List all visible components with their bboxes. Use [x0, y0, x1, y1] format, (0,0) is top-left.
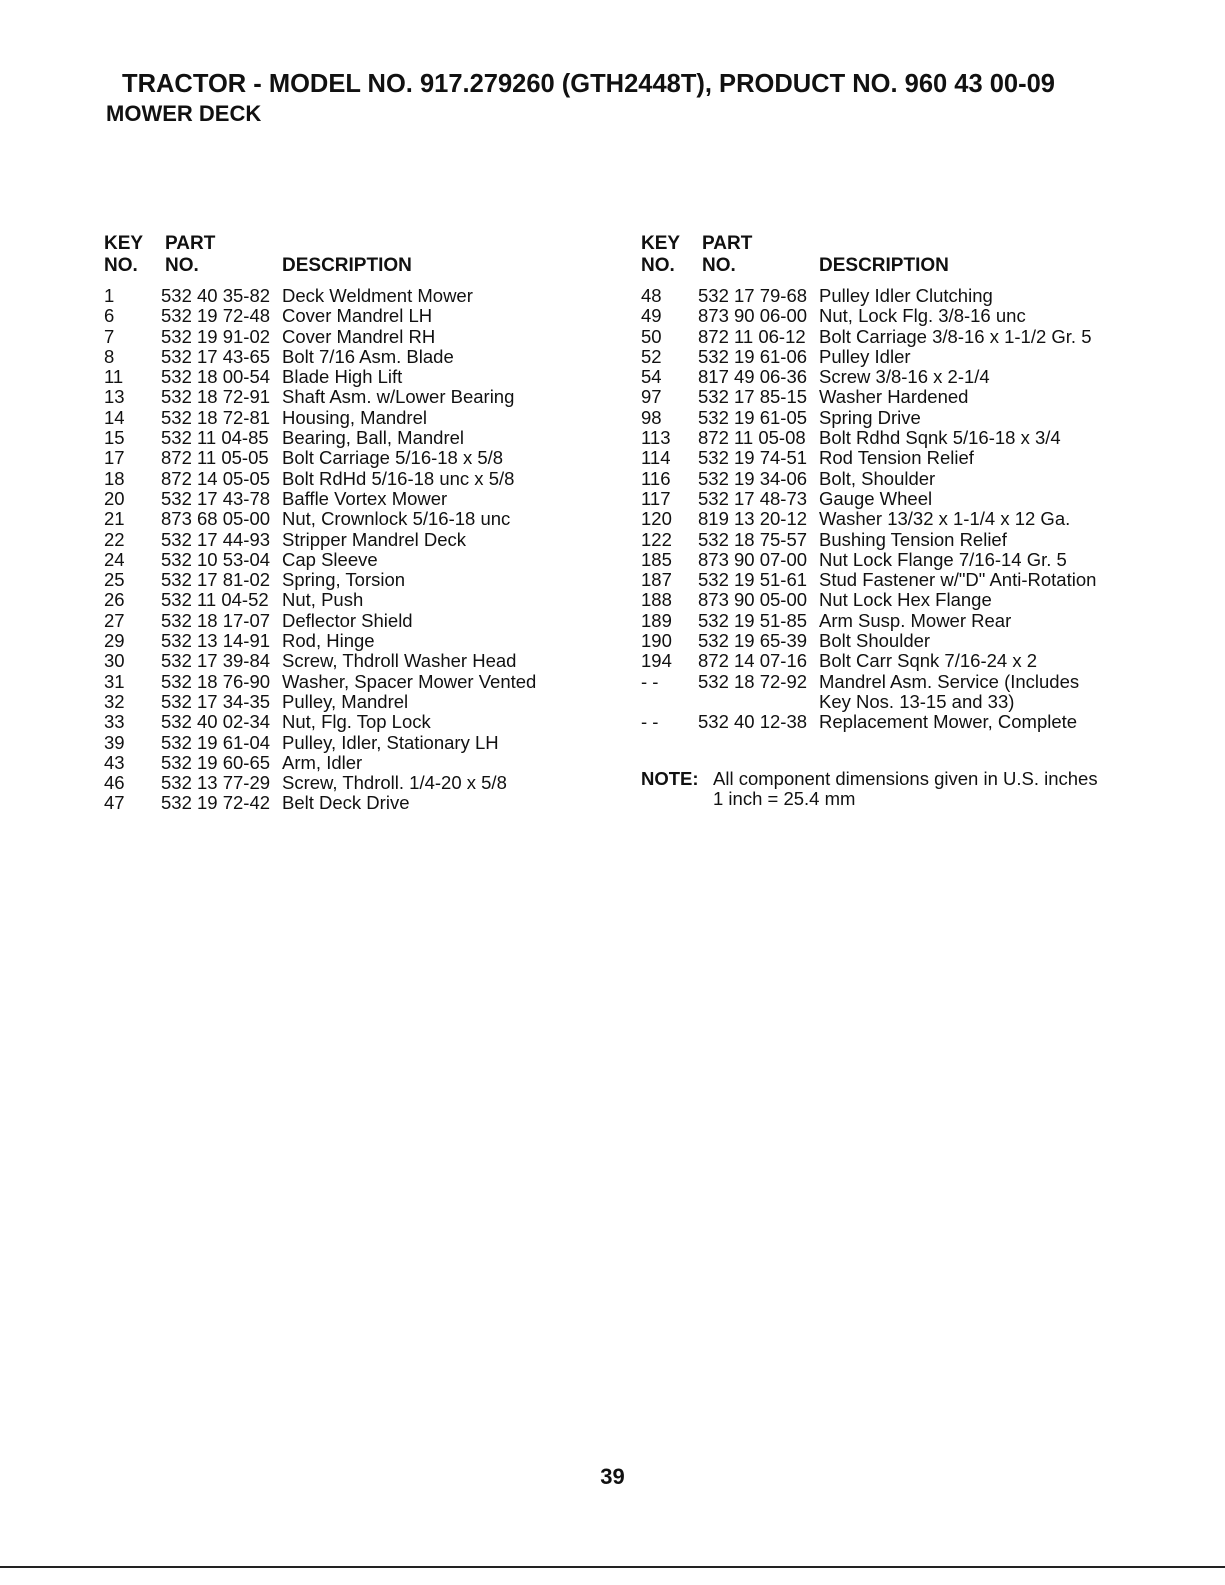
part-no: 532 40 02-34: [161, 711, 271, 733]
part-description: Nut, Lock Flg. 3/8-16 unc: [819, 305, 1026, 327]
key-no: 114: [641, 447, 671, 469]
key-no: 97: [641, 386, 662, 408]
table-row: [104, 672, 584, 692]
part-description: Pulley, Mandrel: [282, 690, 409, 712]
header-part: PART: [165, 233, 216, 254]
key-no: 47: [104, 792, 125, 814]
part-description: Washer Hardened: [819, 386, 969, 408]
table-row: [104, 448, 584, 468]
part-no: 532 17 44-93: [161, 528, 271, 550]
part-no: 532 18 72-92: [698, 670, 808, 692]
note-label: NOTE:: [641, 768, 699, 789]
part-description: Nut, Push: [282, 589, 364, 611]
table-row: [104, 387, 584, 407]
part-description: Screw, Thdroll Washer Head: [282, 650, 517, 672]
column-header: [104, 233, 584, 279]
part-no: 817 49 06-36: [698, 366, 808, 388]
header-description: DESCRIPTION: [819, 255, 949, 276]
part-no: 872 11 06-12: [698, 325, 806, 347]
key-no: 29: [104, 630, 125, 652]
table-row: [641, 651, 1141, 671]
key-no: 187: [641, 569, 672, 591]
part-description: Nut, Crownlock 5/16-18 unc: [282, 508, 511, 530]
table-row: [641, 408, 1141, 428]
key-no: 26: [104, 589, 125, 611]
table-row: [641, 692, 1141, 712]
key-no: 20: [104, 487, 125, 509]
part-description: Blade High Lift: [282, 366, 403, 388]
key-no: 116: [641, 467, 671, 489]
table-row: [104, 692, 584, 712]
table-row: [104, 733, 584, 753]
key-no: 7: [104, 325, 115, 347]
table-row: [641, 387, 1141, 407]
key-no: 194: [641, 650, 672, 672]
part-no: 532 13 14-91: [161, 630, 271, 652]
key-no: 27: [104, 609, 125, 631]
key-no: 30: [104, 650, 125, 672]
table-row: [104, 773, 584, 793]
part-no: 872 14 05-05: [161, 467, 271, 489]
part-description: Screw 3/8-16 x 2-1/4: [819, 366, 990, 388]
key-no: 18: [104, 467, 125, 489]
section-title: MOWER DECK: [106, 101, 262, 126]
part-description: Bearing, Ball, Mandrel: [282, 427, 465, 449]
key-no: - -: [641, 711, 659, 733]
key-no: 48: [641, 285, 662, 306]
part-description: Nut Lock Hex Flange: [819, 589, 992, 611]
part-no: 532 18 72-81: [161, 406, 271, 428]
table-row: [641, 611, 1141, 631]
part-no: 532 18 00-54: [161, 366, 271, 388]
part-description: Cap Sleeve: [282, 548, 378, 570]
table-row: [104, 327, 584, 347]
part-no: 873 68 05-00: [161, 508, 271, 530]
key-no: 15: [104, 427, 125, 449]
table-row: [104, 469, 584, 489]
table-row: [641, 448, 1141, 468]
part-no: 532 11 04-85: [161, 427, 269, 449]
header-key: KEY: [641, 233, 681, 254]
part-no: 532 19 51-61: [698, 569, 808, 591]
note-line-1: All component dimensions given in U.S. inches: [713, 768, 1098, 789]
part-description: Mandrel Asm. Service (Includes: [819, 670, 1080, 692]
part-description: Rod, Hinge: [282, 630, 375, 652]
part-no: 532 17 43-78: [161, 487, 271, 509]
part-description: Nut Lock Flange 7/16-14 Gr. 5: [819, 548, 1067, 570]
key-no: 32: [104, 690, 125, 712]
table-row: [641, 712, 1141, 732]
header-key: KEY: [104, 233, 144, 254]
key-no: 43: [104, 751, 125, 773]
key-no: 13: [104, 386, 125, 408]
part-no: 873 90 07-00: [698, 548, 808, 570]
note-line-2: 1 inch = 25.4 mm: [713, 788, 856, 809]
part-description: Arm Susp. Mower Rear: [819, 609, 1012, 631]
part-description: Bolt Shoulder: [819, 630, 931, 652]
key-no: 120: [641, 508, 672, 530]
key-no: 33: [104, 711, 125, 733]
page-number: 39: [600, 1464, 625, 1489]
table-row: [641, 469, 1141, 489]
table-row: [104, 590, 584, 610]
table-row: [641, 550, 1141, 570]
table-row: [104, 550, 584, 570]
part-description: Pulley, Idler, Stationary LH: [282, 731, 499, 753]
table-row: [641, 347, 1141, 367]
table-row: [104, 306, 584, 326]
table-row: [641, 306, 1141, 326]
table-row: [104, 651, 584, 671]
part-description: Washer 13/32 x 1-1/4 x 12 Ga.: [819, 508, 1071, 530]
part-description: Bolt Rdhd Sqnk 5/16-18 x 3/4: [819, 427, 1061, 449]
table-row: [104, 712, 584, 732]
key-no: 31: [104, 670, 125, 692]
table-row: [104, 286, 584, 306]
part-no: 532 10 53-04: [161, 548, 271, 570]
part-no: 873 90 06-00: [698, 305, 808, 327]
header-part-no: NO.: [702, 255, 736, 276]
part-no: 532 17 79-68: [698, 285, 808, 306]
part-no: 872 11 05-08: [698, 427, 806, 449]
part-no: 532 19 91-02: [161, 325, 271, 347]
table-row: [104, 509, 584, 529]
part-description: Belt Deck Drive: [282, 792, 410, 814]
key-no: 17: [104, 447, 125, 469]
part-no: 532 19 72-48: [161, 305, 271, 327]
key-no: - -: [641, 670, 659, 692]
part-description: Bolt, Shoulder: [819, 467, 936, 489]
part-description: Gauge Wheel: [819, 487, 933, 509]
part-no: 872 14 07-16: [698, 650, 808, 672]
part-description: Bolt RdHd 5/16-18 unc x 5/8: [282, 467, 515, 489]
table-row: [641, 367, 1141, 387]
part-no: 532 18 75-57: [698, 528, 808, 550]
part-no: 532 19 34-06: [698, 467, 808, 489]
part-no: 532 19 51-85: [698, 609, 808, 631]
part-description: Baffle Vortex Mower: [282, 487, 448, 509]
key-no: 14: [104, 406, 125, 428]
part-no: 532 17 34-35: [161, 690, 271, 712]
key-no: 189: [641, 609, 672, 631]
key-no: 113: [641, 427, 671, 449]
part-no: 873 90 05-00: [698, 589, 808, 611]
table-row: [641, 509, 1141, 529]
part-description: Bolt Carr Sqnk 7/16-24 x 2: [819, 650, 1037, 672]
header-key-no: NO.: [641, 255, 675, 276]
key-no: 190: [641, 630, 672, 652]
part-description: Deck Weldment Mower: [282, 285, 473, 306]
key-no: 39: [104, 731, 125, 753]
part-description: Arm, Idler: [282, 751, 363, 773]
part-no: 532 13 77-29: [161, 772, 271, 794]
table-row: [104, 367, 584, 387]
key-no: 122: [641, 528, 672, 550]
table-row: [641, 570, 1141, 590]
part-no: 532 40 35-82: [161, 285, 271, 306]
part-no: 872 11 05-05: [161, 447, 269, 469]
table-row: [641, 489, 1141, 509]
key-no: 117: [641, 487, 671, 509]
part-description: Rod Tension Relief: [819, 447, 974, 469]
page-title: TRACTOR - MODEL NO. 917.279260 (GTH2448T), PRODUCT NO. 960 43 00-09: [122, 70, 1055, 98]
part-no: 532 19 72-42: [161, 792, 271, 814]
part-no: 532 18 76-90: [161, 670, 271, 692]
parts-column-right: [641, 233, 1141, 733]
header-key-no: NO.: [104, 255, 138, 276]
parts-list-right: [641, 286, 1141, 733]
part-description: Deflector Shield: [282, 609, 413, 631]
part-description: Bolt Carriage 3/8-16 x 1-1/2 Gr. 5: [819, 325, 1092, 347]
table-row: [104, 753, 584, 773]
key-no: 21: [104, 508, 125, 530]
key-no: 185: [641, 548, 672, 570]
table-row: [104, 570, 584, 590]
part-no: 532 19 61-04: [161, 731, 271, 753]
key-no: 54: [641, 366, 662, 388]
part-no: 532 18 17-07: [161, 609, 271, 631]
header-description: DESCRIPTION: [282, 255, 412, 276]
part-no: 532 17 39-84: [161, 650, 271, 672]
part-no: 819 13 20-12: [698, 508, 808, 530]
table-row: [104, 530, 584, 550]
key-no: 1: [104, 285, 115, 306]
part-description: Screw, Thdroll. 1/4-20 x 5/8: [282, 772, 507, 794]
part-description: Cover Mandrel LH: [282, 305, 433, 327]
part-no: 532 19 65-39: [698, 630, 808, 652]
table-row: [641, 530, 1141, 550]
part-description: Spring, Torsion: [282, 569, 406, 591]
key-no: 188: [641, 589, 672, 611]
key-no: 50: [641, 325, 662, 347]
part-description: Key Nos. 13-15 and 33): [819, 690, 1015, 712]
part-no: 532 17 43-65: [161, 345, 271, 367]
parts-list-left: [104, 286, 584, 814]
table-row: [104, 408, 584, 428]
key-no: 25: [104, 569, 125, 591]
table-row: [104, 793, 584, 813]
column-header: [641, 233, 1141, 279]
part-no: 532 40 12-38: [698, 711, 808, 733]
table-row: [641, 286, 1141, 306]
table-row: [104, 489, 584, 509]
key-no: 11: [104, 366, 124, 388]
part-description: Nut, Flg. Top Lock: [282, 711, 431, 733]
header-part: PART: [702, 233, 753, 254]
part-no: 532 19 74-51: [698, 447, 808, 469]
part-description: Stud Fastener w/"D" Anti-Rotation: [819, 569, 1097, 591]
part-description: Bushing Tension Relief: [819, 528, 1007, 550]
key-no: 49: [641, 305, 662, 327]
table-row: [104, 611, 584, 631]
part-description: Bolt 7/16 Asm. Blade: [282, 345, 454, 367]
part-description: Cover Mandrel RH: [282, 325, 436, 347]
part-description: Washer, Spacer Mower Vented: [282, 670, 537, 692]
bottom-rule: [0, 1566, 1225, 1568]
part-no: 532 19 61-05: [698, 406, 808, 428]
part-no: 532 19 60-65: [161, 751, 271, 773]
key-no: 52: [641, 345, 662, 367]
table-row: [641, 327, 1141, 347]
part-description: Stripper Mandrel Deck: [282, 528, 467, 550]
header-part-no: NO.: [165, 255, 199, 276]
key-no: 8: [104, 345, 115, 367]
key-no: 98: [641, 406, 662, 428]
part-description: Shaft Asm. w/Lower Bearing: [282, 386, 515, 408]
key-no: 46: [104, 772, 125, 794]
table-row: [641, 590, 1141, 610]
part-description: Housing, Mandrel: [282, 406, 427, 428]
key-no: 6: [104, 305, 115, 327]
table-row: [104, 428, 584, 448]
part-description: Replacement Mower, Complete: [819, 711, 1078, 733]
part-no: 532 19 61-06: [698, 345, 808, 367]
part-description: Pulley Idler Clutching: [819, 285, 993, 306]
part-description: Pulley Idler: [819, 345, 911, 367]
part-description: Spring Drive: [819, 406, 921, 428]
part-no: 532 18 72-91: [161, 386, 271, 408]
table-row: [104, 631, 584, 651]
table-row: [104, 347, 584, 367]
key-no: 22: [104, 528, 125, 550]
part-no: 532 17 81-02: [161, 569, 271, 591]
table-row: [641, 428, 1141, 448]
key-no: 24: [104, 548, 125, 570]
table-row: [641, 672, 1141, 692]
parts-column-left: [104, 233, 584, 814]
part-no: 532 17 48-73: [698, 487, 808, 509]
part-no: 532 11 04-52: [161, 589, 269, 611]
part-no: 532 17 85-15: [698, 386, 808, 408]
part-description: Bolt Carriage 5/16-18 x 5/8: [282, 447, 504, 469]
table-row: [641, 631, 1141, 651]
